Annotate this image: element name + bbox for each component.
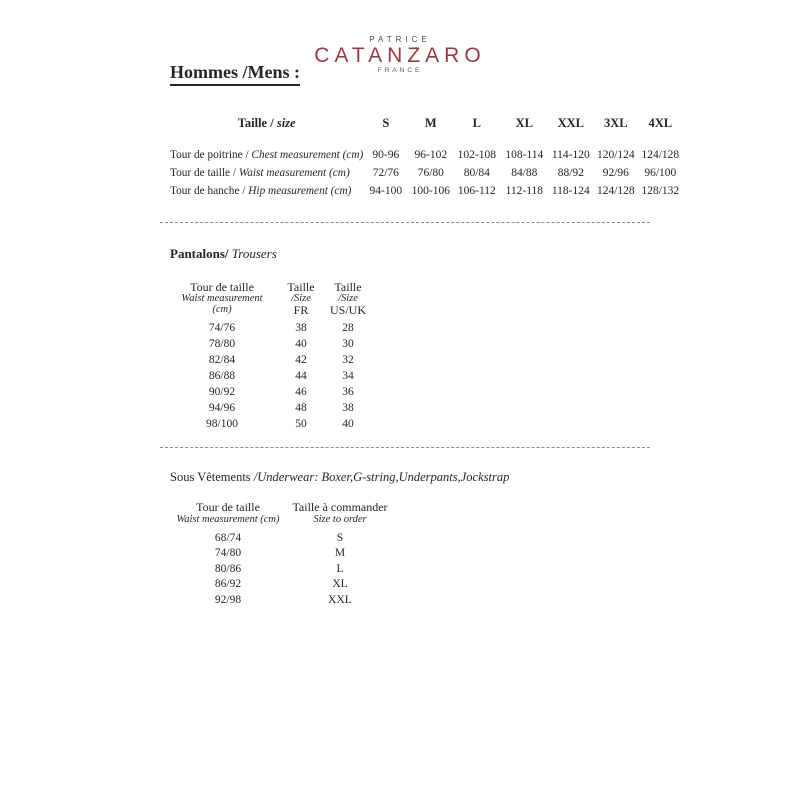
dashed-divider-2: [160, 447, 650, 448]
trousers-fr-size: 44: [295, 370, 307, 382]
waist-header-unit: (cm): [212, 304, 232, 315]
trousers-usuk-size: 28: [342, 322, 354, 334]
waist-value-xxl: 88/92: [557, 167, 584, 179]
hip-value-m: 100-106: [411, 185, 450, 197]
size-table-header-row: [170, 110, 682, 136]
underwear-waist: 68/74: [214, 531, 242, 544]
uw-size-header-en: Size to order: [313, 513, 367, 525]
hip-value-l: 106-112: [457, 185, 496, 197]
trousers-fr-size: 40: [295, 338, 307, 350]
underwear-size: M: [334, 547, 346, 560]
trousers-header-row: [166, 281, 372, 320]
usuk-size-header-fr: Taille: [334, 280, 362, 294]
waist-value-m: 76/80: [417, 167, 444, 179]
logo-france-text: FRANCE: [377, 67, 423, 74]
trousers-waist: 78/80: [208, 338, 236, 350]
hip-value-4xl: 128/132: [641, 185, 680, 197]
trousers-waist: 74/76: [208, 322, 236, 334]
trousers-waist: 82/84: [208, 354, 236, 366]
trousers-fr-size: 38: [295, 322, 307, 334]
hip-value-3xl: 124/128: [596, 185, 635, 197]
trousers-waist: 94/96: [208, 402, 236, 414]
chest-value-4xl: 124/128: [641, 149, 680, 161]
trousers-usuk-size: 34: [342, 370, 354, 382]
corner-label-fr: Taille /: [237, 115, 277, 130]
usuk-size-header-en: /Size: [338, 293, 358, 304]
waist-value-4xl: 96/100: [644, 167, 677, 179]
trousers-row: [166, 336, 372, 352]
pantalons-title-fr: Pantalons/: [170, 246, 229, 261]
corner-label-en: size: [276, 115, 296, 130]
trousers-usuk-size: 30: [342, 338, 354, 350]
waist-value-s: 72/76: [372, 167, 399, 179]
underwear-size: XXL: [328, 593, 352, 606]
underwear-col-size-header: [288, 501, 392, 530]
trousers-fr-size: 50: [295, 418, 307, 430]
row-label-en: Chest measurement (cm): [251, 149, 364, 161]
fr-size-header-fr: Taille: [287, 280, 315, 294]
fr-size-header-region: FR: [293, 303, 309, 317]
trousers-size-table: [166, 281, 372, 432]
dashed-divider-1: [160, 222, 650, 223]
uw-waist-header-en: Waist measurement (cm): [176, 513, 280, 525]
row-label-fr: Tour de taille /: [170, 167, 239, 179]
row-label-en: Waist measurement (cm): [238, 167, 350, 179]
size-col-header-l: L: [472, 115, 481, 130]
mens-size-table: [170, 110, 682, 200]
row-label-fr: Tour de hanche /: [170, 185, 249, 197]
waist-header-en: Waist measurement: [181, 293, 263, 304]
waist-value-xl: 84/88: [511, 167, 538, 179]
underwear-row: [168, 577, 392, 593]
chest-value-xl: 108-114: [505, 149, 544, 161]
underwear-title-fr: Sous Vêtements: [170, 470, 254, 484]
chest-value-3xl: 120/124: [596, 149, 635, 161]
trousers-row: [166, 416, 372, 432]
trousers-row: [166, 384, 372, 400]
underwear-row: [168, 530, 392, 546]
hip-value-xxl: 118-124: [551, 185, 590, 197]
chest-measurement-row: [170, 146, 682, 164]
underwear-col-waist-header: [168, 501, 288, 530]
trousers-waist: 86/88: [208, 370, 236, 382]
waist-header-fr: Tour de taille: [190, 280, 254, 294]
size-table-spacer: [170, 136, 682, 146]
brand-logo: [0, 36, 800, 75]
trousers-usuk-size: 36: [342, 386, 354, 398]
trousers-usuk-size: 38: [342, 402, 354, 414]
trousers-row: [166, 368, 372, 384]
underwear-size-table: [168, 501, 392, 608]
trousers-fr-size: 46: [295, 386, 307, 398]
trousers-usuk-size: 40: [342, 418, 354, 430]
underwear-waist: 74/80: [214, 547, 242, 560]
fr-size-header-en: /Size: [291, 293, 311, 304]
underwear-size: L: [336, 562, 344, 575]
trousers-waist: 90/92: [208, 386, 236, 398]
underwear-row: [168, 546, 392, 562]
trousers-row: [166, 320, 372, 336]
chest-value-l: 102-108: [457, 149, 496, 161]
size-table-corner: [170, 110, 363, 136]
row-label-chest: [170, 146, 363, 164]
hip-value-xl: 112-118: [505, 185, 544, 197]
trousers-col-waist-header: [166, 281, 278, 320]
underwear-row: [168, 592, 392, 608]
chest-value-m: 96-102: [414, 149, 448, 161]
size-col-header-xl: XL: [515, 115, 533, 130]
underwear-size: XL: [332, 578, 348, 591]
trousers-usuk-size: 32: [342, 354, 354, 366]
uw-waist-header-fr: Tour de taille: [196, 500, 260, 514]
underwear-header-row: [168, 501, 392, 530]
section-title-hommes: Hommes /Mens :: [170, 62, 300, 86]
size-col-header-s: S: [382, 115, 390, 130]
row-label-waist: [170, 164, 363, 182]
waist-value-3xl: 92/96: [602, 167, 629, 179]
logo-patrice-text: PATRICE: [369, 35, 431, 44]
pantalons-title-en: Trousers: [228, 246, 277, 261]
size-col-header-4xl: 4XL: [648, 115, 673, 130]
trousers-col-fr-header: [278, 281, 324, 320]
section-title-pantalons: [170, 246, 277, 262]
logo-catanzaro-text: CATANZARO: [314, 44, 486, 67]
underwear-title-en: /Underwear: Boxer,G-string,Underpants,Jockstrap: [253, 470, 510, 484]
usuk-size-header-region: US/UK: [329, 303, 366, 317]
uw-size-header-fr: Taille à commander: [292, 500, 388, 514]
underwear-waist: 80/86: [214, 562, 242, 575]
chest-value-s: 90-96: [372, 149, 400, 161]
trousers-row: [166, 400, 372, 416]
hip-measurement-row: [170, 182, 682, 200]
trousers-col-usuk-header: [324, 281, 372, 320]
waist-value-l: 80/84: [463, 167, 490, 179]
trousers-waist: 98/100: [206, 418, 238, 430]
size-col-header-m: M: [424, 115, 437, 130]
size-col-header-3xl: 3XL: [604, 115, 628, 130]
trousers-row: [166, 352, 372, 368]
trousers-fr-size: 42: [295, 354, 307, 366]
waist-measurement-row: [170, 164, 682, 182]
row-label-en: Hip measurement (cm): [248, 185, 352, 197]
row-label-fr: Tour de poitrine /: [170, 149, 252, 161]
section-title-underwear: [170, 470, 509, 485]
hip-value-s: 94-100: [369, 185, 403, 197]
underwear-waist: 92/98: [214, 593, 242, 606]
underwear-size: S: [336, 531, 344, 544]
underwear-waist: 86/92: [214, 578, 242, 591]
size-col-header-xxl: XXL: [557, 115, 585, 130]
chest-value-xxl: 114-120: [551, 149, 590, 161]
trousers-fr-size: 48: [295, 402, 307, 414]
underwear-row: [168, 561, 392, 577]
row-label-hip: [170, 182, 363, 200]
